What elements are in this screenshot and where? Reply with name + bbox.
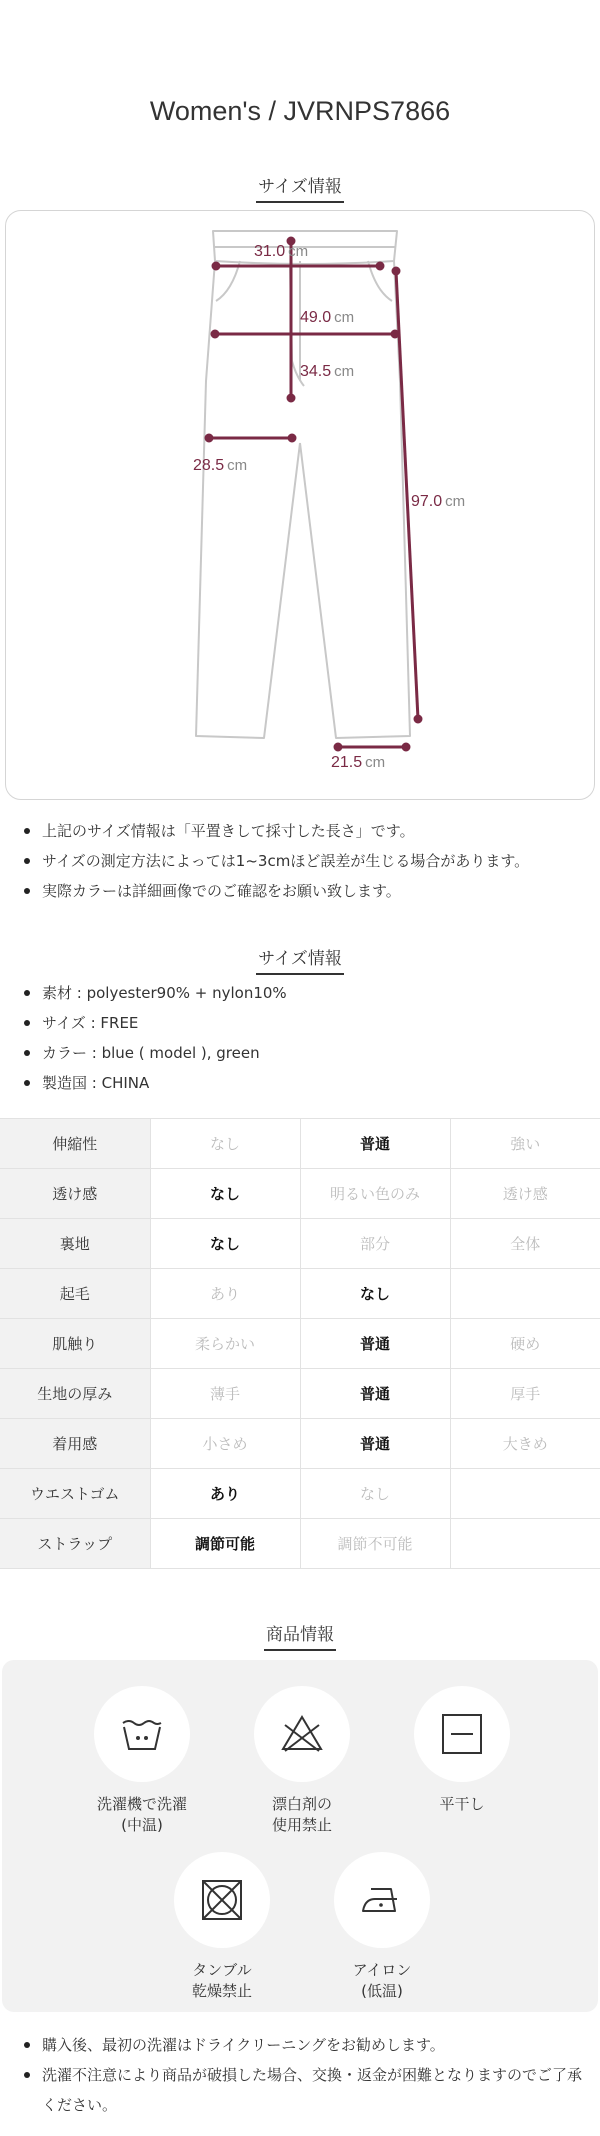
- list-item: サイズの測定方法によっては1~3cmほど誤差が生じる場合があります。: [22, 846, 582, 876]
- list-item: サイズ : FREE: [22, 1008, 582, 1038]
- list-item: 洗濯不注意により商品が破損した場合、交換・返金が困難となりますのでご了承ください。: [22, 2060, 582, 2120]
- machine-wash-icon: [119, 1711, 165, 1757]
- attribute-option: 部分: [300, 1219, 450, 1269]
- attribute-option: 普通: [300, 1119, 450, 1169]
- list-item: 素材 : polyester90% + nylon10%: [22, 978, 582, 1008]
- table-row: [0, 1369, 600, 1419]
- rise-measurement: 34.5 cm: [300, 363, 355, 380]
- attribute-option: [450, 1269, 600, 1319]
- attribute-option: 明るい色のみ: [300, 1169, 450, 1219]
- spec-list: [22, 978, 582, 1098]
- length-measurement: 97.0 cm: [411, 493, 466, 510]
- care-item-iron-low: アイロン (低温): [312, 1852, 452, 2002]
- attribute-option: 小さめ: [150, 1419, 300, 1469]
- attribute-name: 裏地: [0, 1219, 150, 1269]
- attribute-option: 薄手: [150, 1369, 300, 1419]
- table-row: [0, 1319, 600, 1369]
- product-info-heading: 商品情報: [0, 1620, 600, 1651]
- list-item: 実際カラーは詳細画像でのご確認をお願い致します。: [22, 876, 582, 906]
- care-notes-list: [22, 2030, 582, 2120]
- attribute-option: 透け感: [450, 1169, 600, 1219]
- attribute-option: 強い: [450, 1119, 600, 1169]
- attribute-name: ウエストゴム: [0, 1469, 150, 1519]
- thigh-measurement: 28.5 cm: [193, 457, 248, 474]
- attribute-option: 調節可能: [150, 1519, 300, 1569]
- no-tumble-dry-icon: [199, 1877, 245, 1923]
- flat-dry-icon: [439, 1711, 485, 1757]
- attribute-option: 調節不可能: [300, 1519, 450, 1569]
- hem-measurement: 21.5 cm: [331, 754, 386, 771]
- care-item-no-bleach: 漂白剤の 使用禁止: [232, 1686, 372, 1836]
- attribute-name: 伸縮性: [0, 1119, 150, 1169]
- care-item-machine-wash: 洗濯機で洗濯 (中温): [72, 1686, 212, 1836]
- size-info-heading: サイズ情報: [0, 172, 600, 203]
- attribute-option: なし: [150, 1119, 300, 1169]
- hip-measurement: 49.0 cm: [300, 309, 355, 326]
- attribute-option: [450, 1469, 600, 1519]
- attribute-option: 普通: [300, 1419, 450, 1469]
- list-item: カラー : blue ( model ), green: [22, 1038, 582, 1068]
- care-item-flat-dry: 平干し: [392, 1686, 532, 1815]
- attribute-name: 透け感: [0, 1169, 150, 1219]
- attribute-option: [450, 1519, 600, 1569]
- attribute-name: 着用感: [0, 1419, 150, 1469]
- attribute-name: 起毛: [0, 1269, 150, 1319]
- attribute-option: なし: [300, 1469, 450, 1519]
- list-item: 購入後、最初の洗濯はドライクリーニングをお勧めします。: [22, 2030, 582, 2060]
- list-item: 上記のサイズ情報は「平置きして採寸した長さ」です。: [22, 816, 582, 846]
- attribute-option: なし: [150, 1169, 300, 1219]
- attribute-name: 生地の厚み: [0, 1369, 150, 1419]
- waist-measurement: 31.0 cm: [254, 243, 309, 260]
- pants-outline-illustration: [6, 211, 596, 801]
- attribute-option: 柔らかい: [150, 1319, 300, 1369]
- table-row: [0, 1419, 600, 1469]
- list-item: 製造国 : CHINA: [22, 1068, 582, 1098]
- table-row: [0, 1519, 600, 1569]
- spec-heading: サイズ情報: [0, 944, 600, 975]
- attribute-option: 全体: [450, 1219, 600, 1269]
- table-row: [0, 1269, 600, 1319]
- attribute-option: 厚手: [450, 1369, 600, 1419]
- size-diagram: [5, 210, 595, 800]
- no-bleach-icon: [279, 1711, 325, 1757]
- attribute-option: 硬め: [450, 1319, 600, 1369]
- care-item-no-tumble-dry: タンブル 乾燥禁止: [152, 1852, 292, 2002]
- attribute-option: あり: [150, 1469, 300, 1519]
- attribute-option: 大きめ: [450, 1419, 600, 1469]
- size-notes-list: [22, 816, 582, 906]
- table-row: [0, 1469, 600, 1519]
- attribute-option: 普通: [300, 1319, 450, 1369]
- table-row: [0, 1219, 600, 1269]
- attribute-option: あり: [150, 1269, 300, 1319]
- attribute-option: なし: [150, 1219, 300, 1269]
- table-row: [0, 1119, 600, 1169]
- attribute-name: 肌触り: [0, 1319, 150, 1369]
- attribute-option: なし: [300, 1269, 450, 1319]
- fabric-attributes-table: [0, 1118, 600, 1569]
- product-title: Women's / JVRNPS7866: [149, 96, 451, 126]
- care-instructions-panel: [2, 1660, 598, 2012]
- iron-low-icon: [359, 1877, 405, 1923]
- attribute-option: 普通: [300, 1369, 450, 1419]
- attribute-name: ストラップ: [0, 1519, 150, 1569]
- table-row: [0, 1169, 600, 1219]
